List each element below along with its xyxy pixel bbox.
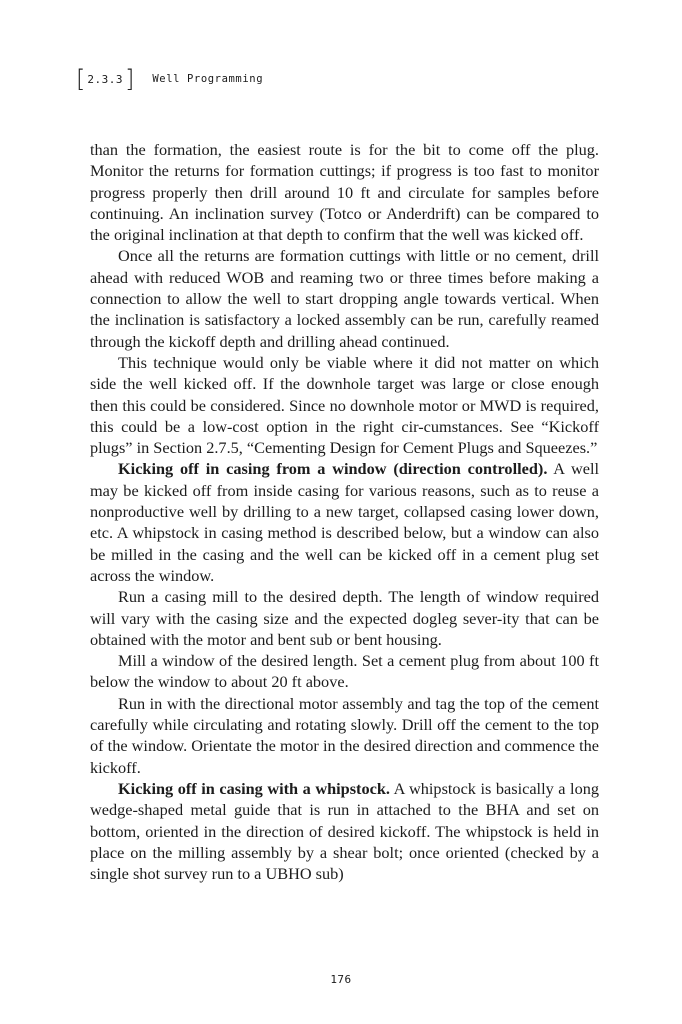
run-in-heading: Kicking off in casing with a whipstock. — [118, 778, 390, 798]
paragraph — [90, 693, 599, 778]
paragraph — [90, 352, 599, 458]
body-text — [90, 139, 599, 884]
section-number: 2.3.3 — [87, 72, 123, 86]
paragraph-text: than the formation, the easiest route is for the bit to come off the plug. Monitor the returns for formation cuttings; if progress is too fast to monitor progress properly then drill around 10 ft and circulate for samples before continuing. An inclination survey (Totco or Anderdrift) can be compared to the original inclination at that depth to confirm that the well was kicked off. — [90, 140, 599, 245]
paragraph — [90, 458, 599, 586]
paragraph — [90, 245, 599, 351]
paragraph-text: A well may be kicked off from inside casing for various reasons, such as to reuse a nonproductive well by drilling to a new target, collapsed casing lower down, etc. A whipstock in casing method is described below, but a window can also be milled in the casing and the well can be kicked off in a cement plug set across the window. — [90, 459, 599, 585]
paragraph-text: Once all the returns are formation cuttings with little or no cement, drill ahead with reduced WOB and reaming two or three times before making a connection to allow the well to start dropping angle towards vertical. When the inclination is satisfactory a locked assembly can be run, carefully reamed through the kickoff depth and drilling ahead continued. — [90, 246, 599, 351]
paragraph-text: A whipstock is basically a long wedge-shaped metal guide that is run in attached to the BHA and set on bottom, oriented in the direction of desired kickoff. The whipstock is held in place on the milling assembly by a shear bolt; once oriented (checked by a single shot survey run to a UBHO sub) — [90, 778, 599, 884]
paragraph-text: Run a casing mill to the desired depth. The length of window required will vary with the casing size and the expected dogleg sever-ity that can be obtained with the motor and bent sub or bent housing. — [90, 587, 599, 649]
paragraph-text: Mill a window of the desired length. Set a cement plug from about 100 ft below the window to about 20 ft above. — [90, 651, 599, 692]
paragraph — [90, 586, 599, 650]
paragraph — [90, 650, 599, 693]
chapter-title: Well Programming — [152, 73, 264, 85]
paragraph — [90, 778, 599, 884]
paragraph-text: Run in with the directional motor assembly and tag the top of the cement carefully while circulating and rotating slowly. Drill off the cement to the top of the window. Orientate the motor in the desired direction and commence the kickoff. — [90, 693, 599, 777]
page-number: 176 — [330, 973, 352, 986]
paragraph — [90, 139, 599, 245]
close-bracket: ] — [125, 65, 135, 93]
paragraph-text: This technique would only be viable where it did not matter on which side the well kicked off. If the downhole target was large or close enough then this could be considered. Since no downhole motor or MWD is required, this could be a low-cost option in the right cir-cumstances. See “Kickoff plugs” in Section 2.7.5, “Cementing Design for Cement Plugs and Squeezes.” — [90, 352, 599, 458]
running-head — [76, 66, 263, 92]
run-in-heading: Kicking off in casing from a window (direction controlled). — [118, 459, 548, 479]
open-bracket: [ — [76, 65, 86, 93]
